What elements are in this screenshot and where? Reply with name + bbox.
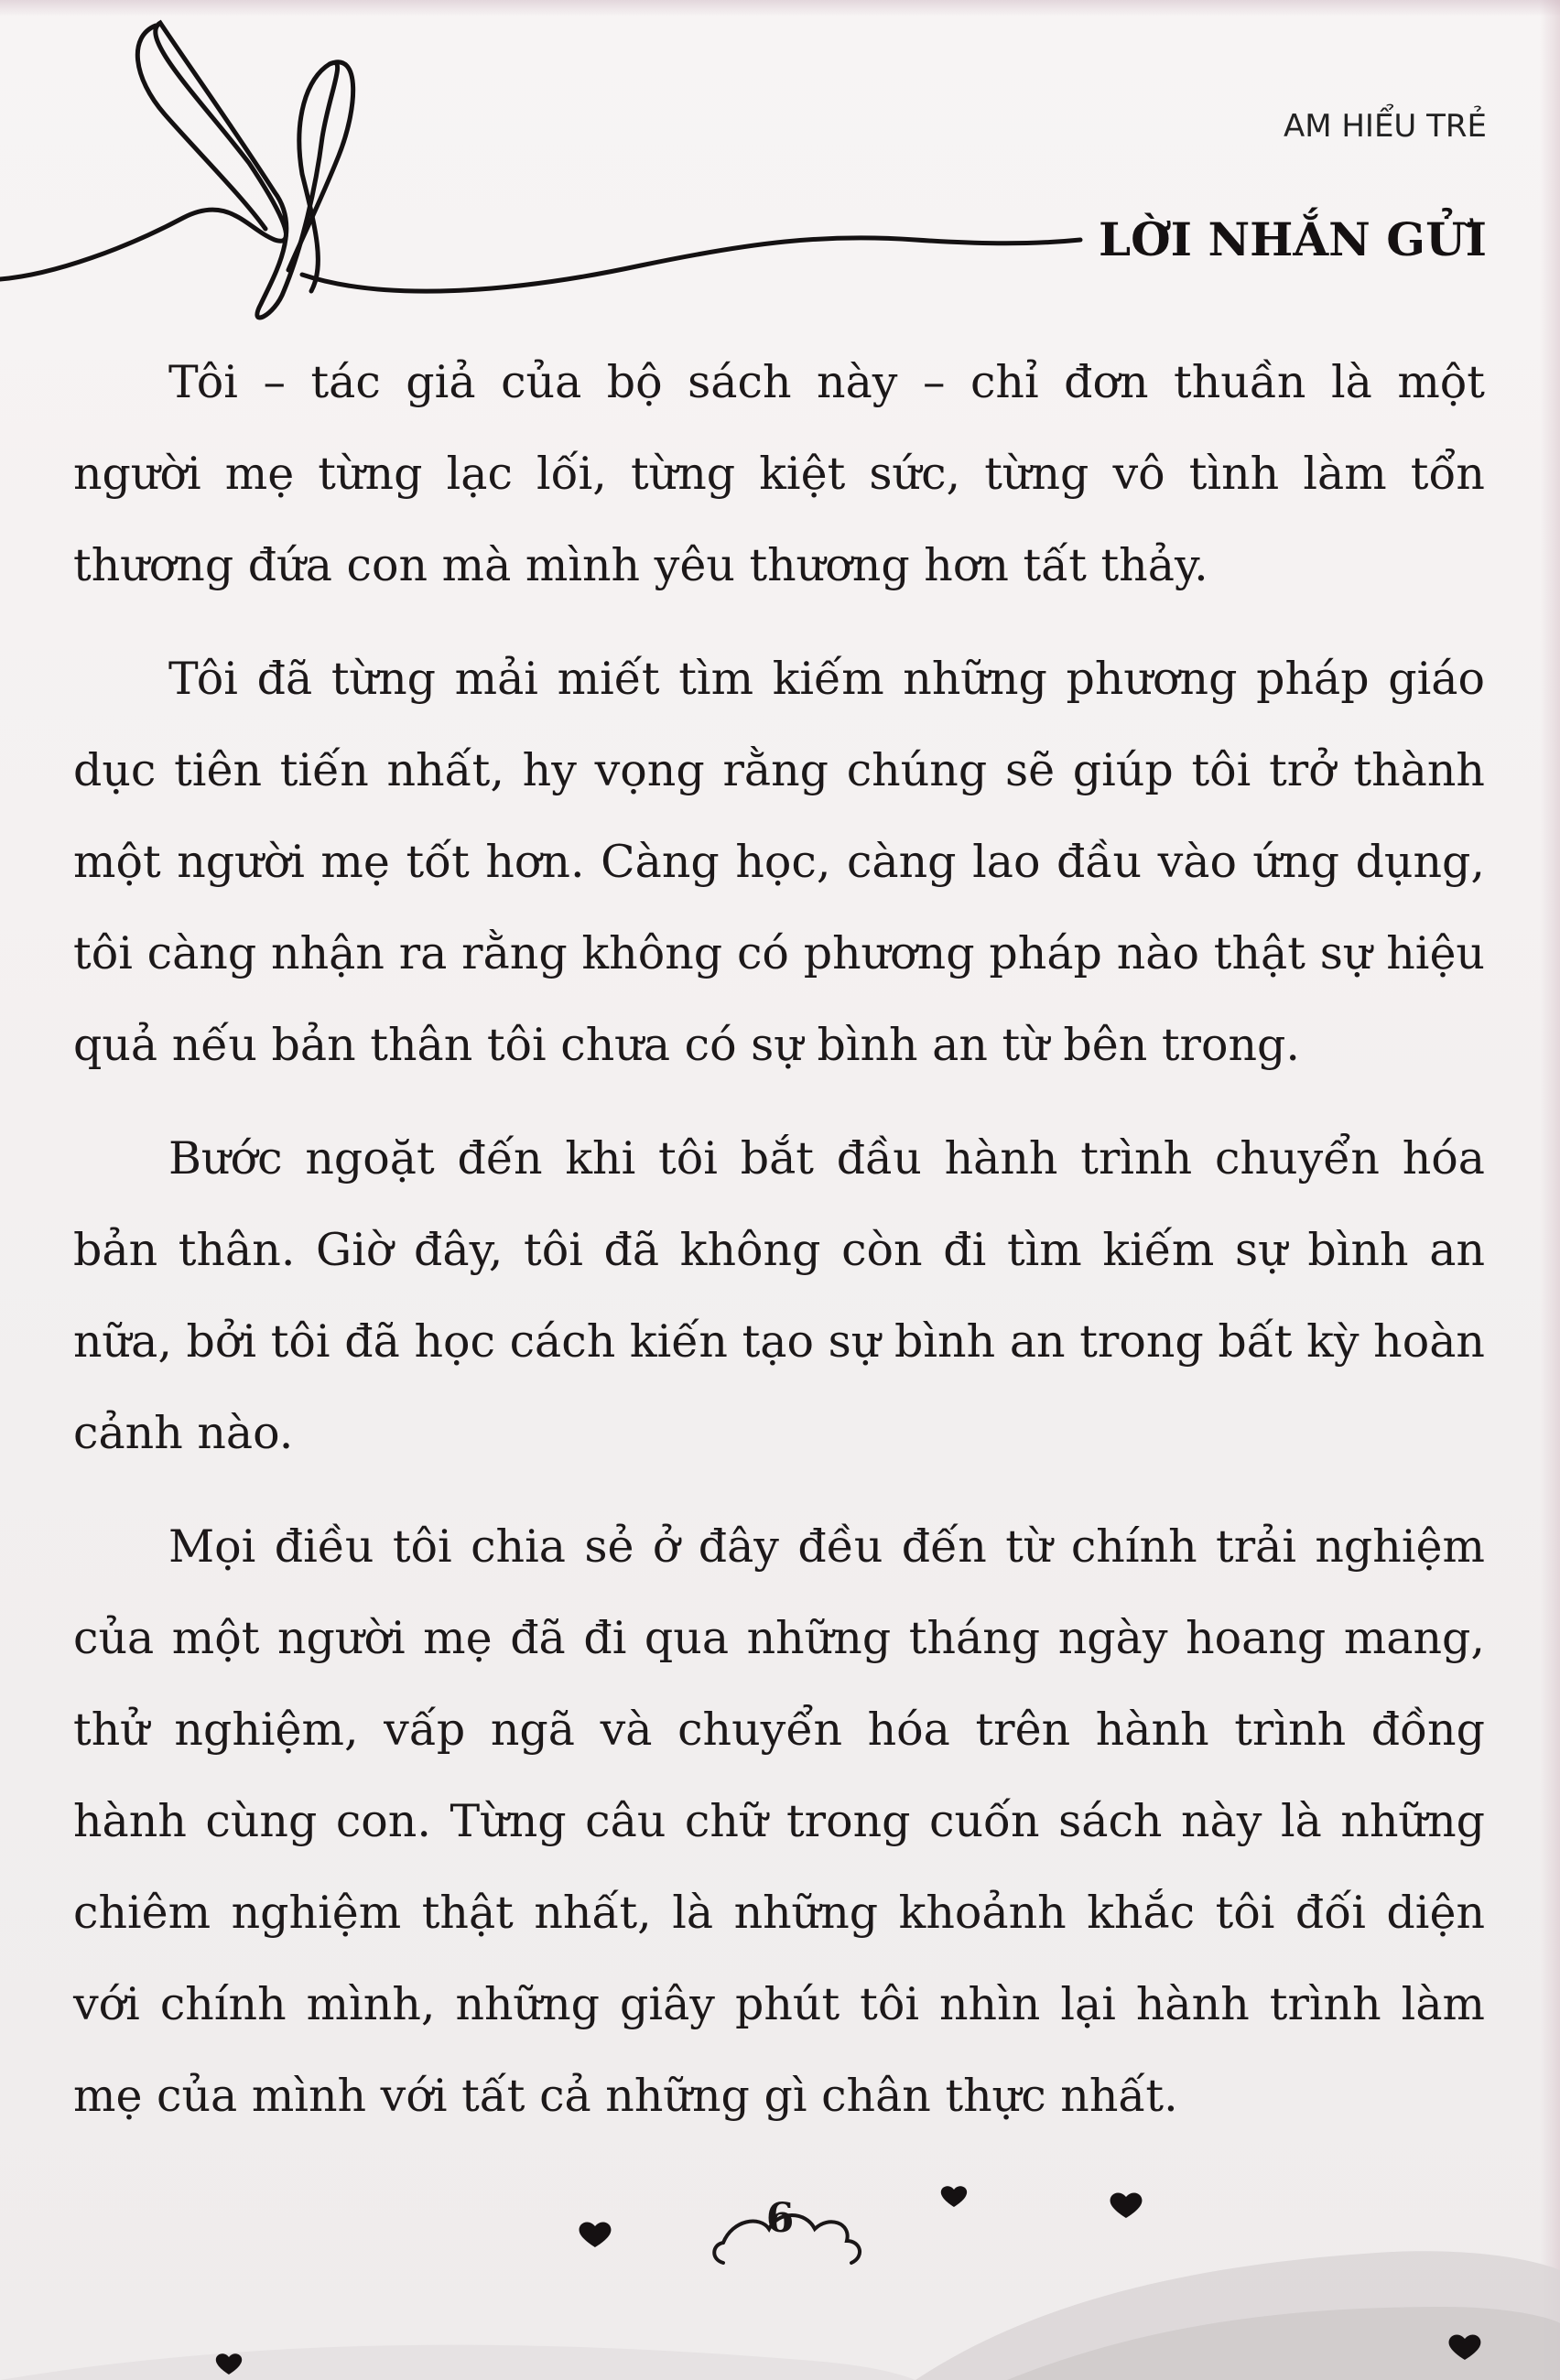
- paragraph: Tôi đã từng mải miết tìm kiếm những phương pháp giáo dục tiên tiến nhất, hy vọng rằng chúng sẽ giúp tôi trở thành một người mẹ tốt hơn. Càng học, càng lao đầu vào ứng dụng, tôi càng nhận ra rằng không có phương pháp nào thật sự hiệu quả nếu bản thân tôi chưa có sự bình an từ bên trong.: [73, 653, 1485, 1071]
- small-heart-icon: [941, 2186, 967, 2207]
- series-label: AM HIỂU TRẺ: [1283, 108, 1487, 145]
- section-title: LỜI NHẮN GỬI: [1086, 212, 1487, 266]
- body-text: [73, 337, 1485, 2164]
- page-top-edge: [0, 0, 1560, 16]
- heart-swirl-icon: [0, 23, 1080, 318]
- paragraph: Mọi điều tôi chia sẻ ở đây đều đến từ chính trải nghiệm của một người mẹ đã đi qua những tháng ngày hoang mang, thử nghiệm, vấp ngã và chuyển hóa trên hành trình đồng hành cùng con. Từng câu chữ trong cuốn sách này là những chiêm nghiệm thật nhất, là những khoảnh khắc tôi đối diện với chính mình, những giây phút tôi nhìn lại hành trình làm mẹ của mình với tất cả những gì chân thực nhất.: [73, 1520, 1485, 2122]
- page-number: 6: [765, 2195, 795, 2242]
- page-right-edge: [1540, 0, 1560, 2380]
- small-heart-icon: [580, 2222, 612, 2247]
- paragraph: Tôi – tác giả của bộ sách này – chỉ đơn thuần là một người mẹ từng lạc lối, từng kiệt sức, từng vô tình làm tổn thương đứa con mà mình yêu thương hơn tất thảy.: [73, 356, 1485, 591]
- small-heart-icon: [1110, 2192, 1143, 2218]
- paragraph: Bước ngoặt đến khi tôi bắt đầu hành trình chuyển hóa bản thân. Giờ đây, tôi đã không còn đi tìm kiếm sự bình an nữa, bởi tôi đã học cách kiến tạo sự bình an trong bất kỳ hoàn cảnh nào.: [73, 1132, 1485, 1459]
